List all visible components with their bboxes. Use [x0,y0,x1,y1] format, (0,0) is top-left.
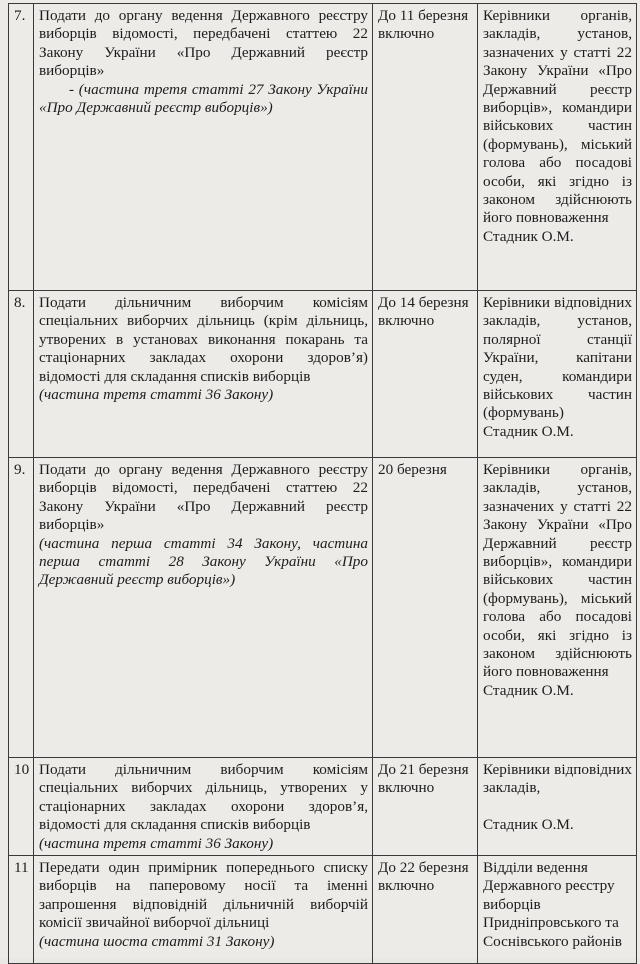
legal-reference: (частина третя статті 36 Закону) [39,834,274,852]
legal-reference: (частина третя статті 36 Закону) [39,386,274,404]
table-row [9,291,637,458]
table-row [9,4,637,291]
responsible-text: Керівники органів, закладів, установ, зазначених у статті 22 Закону України «Про Державний реєстр виборців», командири військових частин (формувань), міський голова або посадові особи, які згідно із законом здійснюють його повноваження [483,7,632,227]
legal-reference: (частина перша статті 34 Закону, частина перша статті 28 Закону України «Про Державний реєстр виборців») [39,534,368,589]
signatory: Стадник О.М. [483,681,574,699]
deadline-cell: До 14 березня включно [373,291,478,458]
deadline-cell: До 21 березня включно [373,758,478,856]
table-row [9,458,637,758]
task-text: Подати дільничним виборчим комісіям спеціальних виборчих дільниць (крім дільниць, утворених в установах виконання покарань та стаціонарних закладах охорони здоров’я) відомості для складання списків виборців [39,294,368,385]
legal-reference: (частина шоста статті 31 Закону) [39,932,275,950]
task-text: Передати один примірник попереднього списку виборців на паперовому носії та іменні запрошення відповідній дільничній виборчій комісії звичайної виборчої дільниці [39,859,368,932]
task-cell [34,856,373,964]
deadline-cell: До 11 березня включно [373,4,478,291]
legal-reference: - (частина третя статті 27 Закону України «Про Державний реєстр виборців») [39,80,368,117]
responsible-cell [478,291,637,458]
task-cell [34,458,373,758]
responsible-cell [478,758,637,856]
responsible-text: Керівники органів, закладів, установ, зазначених у статті 22 Закону України «Про Державний реєстр виборців», командири військових частин (формувань), міський голова або посадові особи, які згідно із законом здійснюють його повноваження [483,461,632,681]
responsible-text: Керівники відповідних закладів, установ, полярної станції України, капітани суден, командири військових частин (формувань) [483,294,632,422]
row-number: 9. [9,458,34,758]
signatory: Стадник О.М. [483,227,574,245]
row-number: 7. [9,4,34,291]
deadline-cell: До 22 березня включно [373,856,478,964]
responsible-cell [478,856,637,964]
deadline-cell: 20 березня [373,458,478,758]
task-cell [34,291,373,458]
table-row [9,758,637,856]
responsible-text: Керівники відповідних закладів, [483,761,632,797]
responsible-cell [478,458,637,758]
table-row [9,856,637,964]
task-cell [34,758,373,856]
row-number: 10 [9,758,34,856]
signatory: Стадник О.М. [483,815,574,833]
responsible-cell [478,4,637,291]
task-text: Подати до органу ведення Державного реєстру виборців відомості, передбачені статтею 22 Закону України «Про Державний реєстр виборців» [39,7,368,80]
task-text: Подати до органу ведення Державного реєстру виборців відомості, передбачені статтею 22 Закону України «Про Державний реєстр виборців» [39,461,368,534]
task-text: Подати дільничним виборчим комісіям спеціальних виборчих дільниць, утворених у стаціонарних закладах охорони здоров’я, відомості для складання списків виборців [39,761,368,834]
signatory: Стадник О.М. [483,422,574,440]
task-cell [34,4,373,291]
row-number: 11 [9,856,34,964]
election-schedule-table [8,3,637,964]
row-number: 8. [9,291,34,458]
responsible-text: Відділи ведення Державного реєстру виборців Придніпровського та Соснівського районів [483,859,622,950]
